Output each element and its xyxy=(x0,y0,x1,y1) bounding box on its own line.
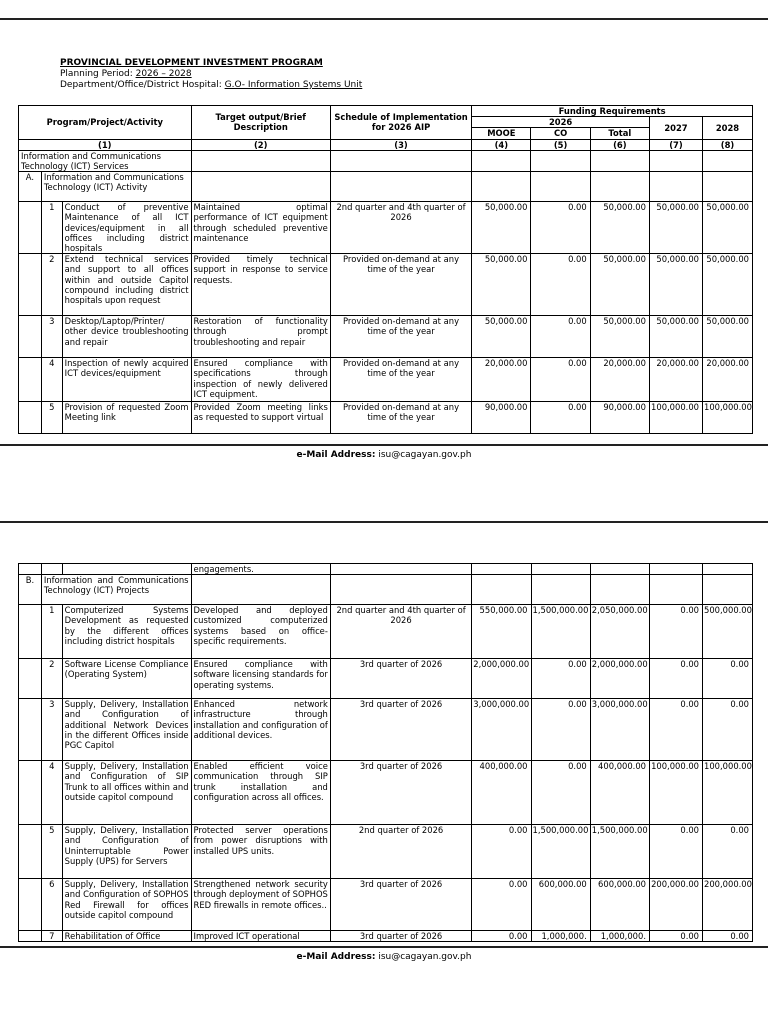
row-2027: 20,000.00 xyxy=(649,358,702,402)
row-co: 0.00 xyxy=(531,316,590,358)
col-number: (4) xyxy=(472,139,531,150)
page2-top-rule xyxy=(0,521,768,523)
row-ppa: Extend technical services and support to all offices within and outside Capitol compound including district hospitals upon request xyxy=(62,254,191,316)
section-a-title: Information and Communications Technology (ICT) Activity xyxy=(41,172,191,202)
row-total: 1,500,000.00 xyxy=(590,825,649,879)
row-target: Enhanced network infrastructure through installation and configuration of additional devices. xyxy=(191,699,330,761)
row-number: 7 xyxy=(41,931,62,942)
row-total: 20,000.00 xyxy=(590,358,649,402)
row-2028: 50,000.00 xyxy=(702,316,752,358)
row-number: 1 xyxy=(41,202,62,254)
indent-cell xyxy=(19,605,42,659)
row-number: 3 xyxy=(41,699,62,761)
row-co: 0.00 xyxy=(531,358,590,402)
email-address: isu@cagayan.gov.ph xyxy=(378,952,472,962)
row-2027: 0.00 xyxy=(650,825,703,879)
col-2027-header: 2027 xyxy=(649,117,702,139)
page1-top-rule xyxy=(0,18,768,20)
row-ppa: Conduct of preventive Maintenance of all ICT devices/equipment in all offices including district hospitals xyxy=(62,202,191,254)
row-2028: 0.00 xyxy=(703,931,753,942)
table-row xyxy=(19,931,753,942)
col-number: (7) xyxy=(649,139,702,150)
row-schedule: 2nd quarter and 4th quarter of 2026 xyxy=(330,605,471,659)
row-2028: 0.00 xyxy=(703,825,753,879)
row-2028: 0.00 xyxy=(703,659,753,699)
table-row xyxy=(19,761,753,825)
row-ppa: Computerized Systems Development as requested by the different offices including district hospitals xyxy=(62,605,191,659)
row-target: Protected server operations from power disruptions with installed UPS units. xyxy=(191,825,330,879)
carry-over-text: engagements. xyxy=(191,564,330,575)
row-schedule: 3rd quarter of 2026 xyxy=(330,699,471,761)
row-total: 600,000.00 xyxy=(590,879,649,931)
section-a-label: A. xyxy=(19,172,42,202)
document-header xyxy=(60,58,362,91)
row-mooe: 3,000,000.00 xyxy=(472,699,531,761)
col-number: (3) xyxy=(330,139,471,150)
planning-period-value: 2026 – 2028 xyxy=(135,69,192,79)
row-co: 1,000,000. xyxy=(531,931,590,942)
col-ppa-header: Program/Project/Activity xyxy=(19,106,192,140)
row-number: 6 xyxy=(41,879,62,931)
row-target: Provided timely technical support in response to service requests. xyxy=(191,254,330,316)
row-2028: 200,000.00 xyxy=(703,879,753,931)
row-co: 0.00 xyxy=(531,659,590,699)
row-number: 3 xyxy=(41,316,62,358)
email-label: e-Mail Address: xyxy=(296,952,376,962)
investment-table-page2 xyxy=(18,563,753,942)
row-total: 50,000.00 xyxy=(590,316,649,358)
indent-cell xyxy=(19,316,42,358)
row-co: 0.00 xyxy=(531,202,590,254)
indent-cell xyxy=(19,761,42,825)
row-ppa: Inspection of newly acquired ICT devices/equipment xyxy=(62,358,191,402)
indent-cell xyxy=(19,659,42,699)
col-number: (1) xyxy=(19,139,192,150)
indent-cell xyxy=(19,931,42,942)
row-total: 1,000,000. xyxy=(590,931,649,942)
table-row xyxy=(19,825,753,879)
row-number: 2 xyxy=(41,659,62,699)
section-b-label: B. xyxy=(19,575,42,605)
row-mooe: 2,000,000.00 xyxy=(472,659,531,699)
table-row xyxy=(19,659,753,699)
row-mooe: 50,000.00 xyxy=(472,254,531,316)
row-number: 4 xyxy=(41,761,62,825)
col-2026-header: 2026 xyxy=(472,117,650,128)
row-co: 0.00 xyxy=(531,402,590,434)
table-row xyxy=(19,316,753,358)
row-mooe: 0.00 xyxy=(472,825,531,879)
row-target: Maintained optimal performance of ICT equipment through scheduled preventive maintenance xyxy=(191,202,330,254)
row-ppa: Supply, Delivery, Installation and Configuration of Uninterruptable Power Supply (UPS) for Servers xyxy=(62,825,191,879)
col-mooe-header: MOOE xyxy=(472,128,531,139)
row-co: 600,000.00 xyxy=(531,879,590,931)
indent-cell xyxy=(19,402,42,434)
col-2028-header: 2028 xyxy=(702,117,752,139)
row-target: Improved ICT operational xyxy=(191,931,330,942)
row-schedule: 3rd quarter of 2026 xyxy=(330,659,471,699)
row-number: 5 xyxy=(41,402,62,434)
row-mooe: 90,000.00 xyxy=(472,402,531,434)
row-2028: 50,000.00 xyxy=(702,202,752,254)
row-schedule: Provided on-demand at any time of the year xyxy=(330,316,471,358)
row-ppa: Supply, Delivery, Installation and Configuration of SOPHOS Red Firewall for offices outside capitol compound xyxy=(62,879,191,931)
row-total: 2,050,000.00 xyxy=(590,605,649,659)
row-2027: 0.00 xyxy=(650,605,703,659)
row-number: 4 xyxy=(41,358,62,402)
row-2027: 0.00 xyxy=(650,699,703,761)
row-mooe: 50,000.00 xyxy=(472,316,531,358)
row-mooe: 50,000.00 xyxy=(472,202,531,254)
row-number: 5 xyxy=(41,825,62,879)
row-2027: 100,000.00 xyxy=(649,402,702,434)
row-co: 0.00 xyxy=(531,254,590,316)
row-schedule: 3rd quarter of 2026 xyxy=(330,931,471,942)
row-2027: 50,000.00 xyxy=(649,254,702,316)
indent-cell xyxy=(19,202,42,254)
row-schedule: 2nd quarter and 4th quarter of 2026 xyxy=(330,202,471,254)
section-main-title: Information and Communications Technology (ICT) Services xyxy=(19,150,192,171)
table-row xyxy=(19,358,753,402)
indent-cell xyxy=(19,699,42,761)
indent-cell xyxy=(19,358,42,402)
row-total: 400,000.00 xyxy=(590,761,649,825)
row-total: 50,000.00 xyxy=(590,202,649,254)
col-number: (6) xyxy=(590,139,649,150)
row-2027: 0.00 xyxy=(650,659,703,699)
row-target: Ensured compliance with specifications through inspection of newly delivered ICT equipment. xyxy=(191,358,330,402)
department: Department/Office/District Hospital: G.O- Information Systems Unit xyxy=(60,80,363,90)
row-2027: 50,000.00 xyxy=(649,202,702,254)
page1-bottom-rule xyxy=(0,444,768,446)
row-2028: 100,000.00 xyxy=(703,761,753,825)
row-2027: 0.00 xyxy=(650,931,703,942)
row-number: 2 xyxy=(41,254,62,316)
row-schedule: 3rd quarter of 2026 xyxy=(330,761,471,825)
row-2027: 100,000.00 xyxy=(650,761,703,825)
col-funding-header: Funding Requirements xyxy=(472,106,753,117)
row-2027: 200,000.00 xyxy=(650,879,703,931)
row-ppa: Supply, Delivery, Installation and Configuration of additional Network Devices in the different Offices inside PGC Capitol xyxy=(62,699,191,761)
table-row xyxy=(19,699,753,761)
row-2028: 20,000.00 xyxy=(702,358,752,402)
table-row xyxy=(19,605,753,659)
page2-bottom-rule xyxy=(0,946,768,948)
row-mooe: 550,000.00 xyxy=(472,605,531,659)
row-ppa: Desktop/Laptop/Printer/ other device troubleshooting and repair xyxy=(62,316,191,358)
row-schedule: Provided on-demand at any time of the year xyxy=(330,358,471,402)
row-co: 1,500,000.00 xyxy=(531,605,590,659)
indent-cell xyxy=(19,254,42,316)
email-footer-page2 xyxy=(0,952,768,962)
col-number: (5) xyxy=(531,139,590,150)
row-schedule: Provided on-demand at any time of the year xyxy=(330,254,471,316)
row-number: 1 xyxy=(41,605,62,659)
row-2028: 500,000.00 xyxy=(703,605,753,659)
table-row xyxy=(19,402,753,434)
row-total: 3,000,000.00 xyxy=(590,699,649,761)
section-b-title: Information and Communications Technology (ICT) Projects xyxy=(41,575,191,605)
planning-period: Planning Period: 2026 – 2028 xyxy=(60,69,192,79)
email-label: e-Mail Address: xyxy=(296,450,376,460)
row-mooe: 0.00 xyxy=(472,879,531,931)
row-target: Restoration of functionality through prompt troubleshooting and repair xyxy=(191,316,330,358)
row-mooe: 400,000.00 xyxy=(472,761,531,825)
indent-cell xyxy=(19,879,42,931)
row-mooe: 20,000.00 xyxy=(472,358,531,402)
row-total: 2,000,000.00 xyxy=(590,659,649,699)
row-target: Provided Zoom meeting links as requested to support virtual xyxy=(191,402,330,434)
row-2027: 50,000.00 xyxy=(649,316,702,358)
table-row xyxy=(19,254,753,316)
col-schedule-header: Schedule of Implementation for 2026 AIP xyxy=(330,106,471,140)
table-row xyxy=(19,879,753,931)
row-schedule: Provided on-demand at any time of the year xyxy=(330,402,471,434)
row-co: 1,500,000.00 xyxy=(531,825,590,879)
department-value: G.O- Information Systems Unit xyxy=(224,80,363,90)
row-2028: 50,000.00 xyxy=(702,254,752,316)
row-target: Developed and deployed customized computerized systems based on office-specific requirements. xyxy=(191,605,330,659)
table-row xyxy=(19,202,753,254)
row-schedule: 3rd quarter of 2026 xyxy=(330,879,471,931)
row-ppa: Provision of requested Zoom Meeting link xyxy=(62,402,191,434)
investment-table-page1 xyxy=(18,105,753,434)
indent-cell xyxy=(19,825,42,879)
col-total-header: Total xyxy=(590,128,649,139)
row-ppa: Software License Compliance (Operating System) xyxy=(62,659,191,699)
row-target: Enabled efficient voice communication through SIP trunk installation and configuration across all offices. xyxy=(191,761,330,825)
row-total: 90,000.00 xyxy=(590,402,649,434)
col-co-header: CO xyxy=(531,128,590,139)
row-2028: 0.00 xyxy=(703,699,753,761)
row-target: Ensured compliance with software licensing standards for operating systems. xyxy=(191,659,330,699)
row-mooe: 0.00 xyxy=(472,931,531,942)
row-co: 0.00 xyxy=(531,761,590,825)
row-co: 0.00 xyxy=(531,699,590,761)
row-ppa: Supply, Delivery, Installation and Configuration of SIP Trunk to all offices within and outside capitol compound xyxy=(62,761,191,825)
col-number: (2) xyxy=(191,139,330,150)
row-total: 50,000.00 xyxy=(590,254,649,316)
row-ppa: Rehabilitation of Office xyxy=(62,931,191,942)
row-target: Strengthened network security through deployment of SOPHOS RED firewalls in remote offices.. xyxy=(191,879,330,931)
document-title: PROVINCIAL DEVELOPMENT INVESTMENT PROGRAM xyxy=(60,58,323,68)
col-target-header: Target output/Brief Description xyxy=(191,106,330,140)
col-number: (8) xyxy=(702,139,752,150)
row-schedule: 2nd quarter of 2026 xyxy=(330,825,471,879)
row-2028: 100,000.00 xyxy=(702,402,752,434)
email-footer-page1 xyxy=(0,450,768,460)
email-address: isu@cagayan.gov.ph xyxy=(378,450,472,460)
